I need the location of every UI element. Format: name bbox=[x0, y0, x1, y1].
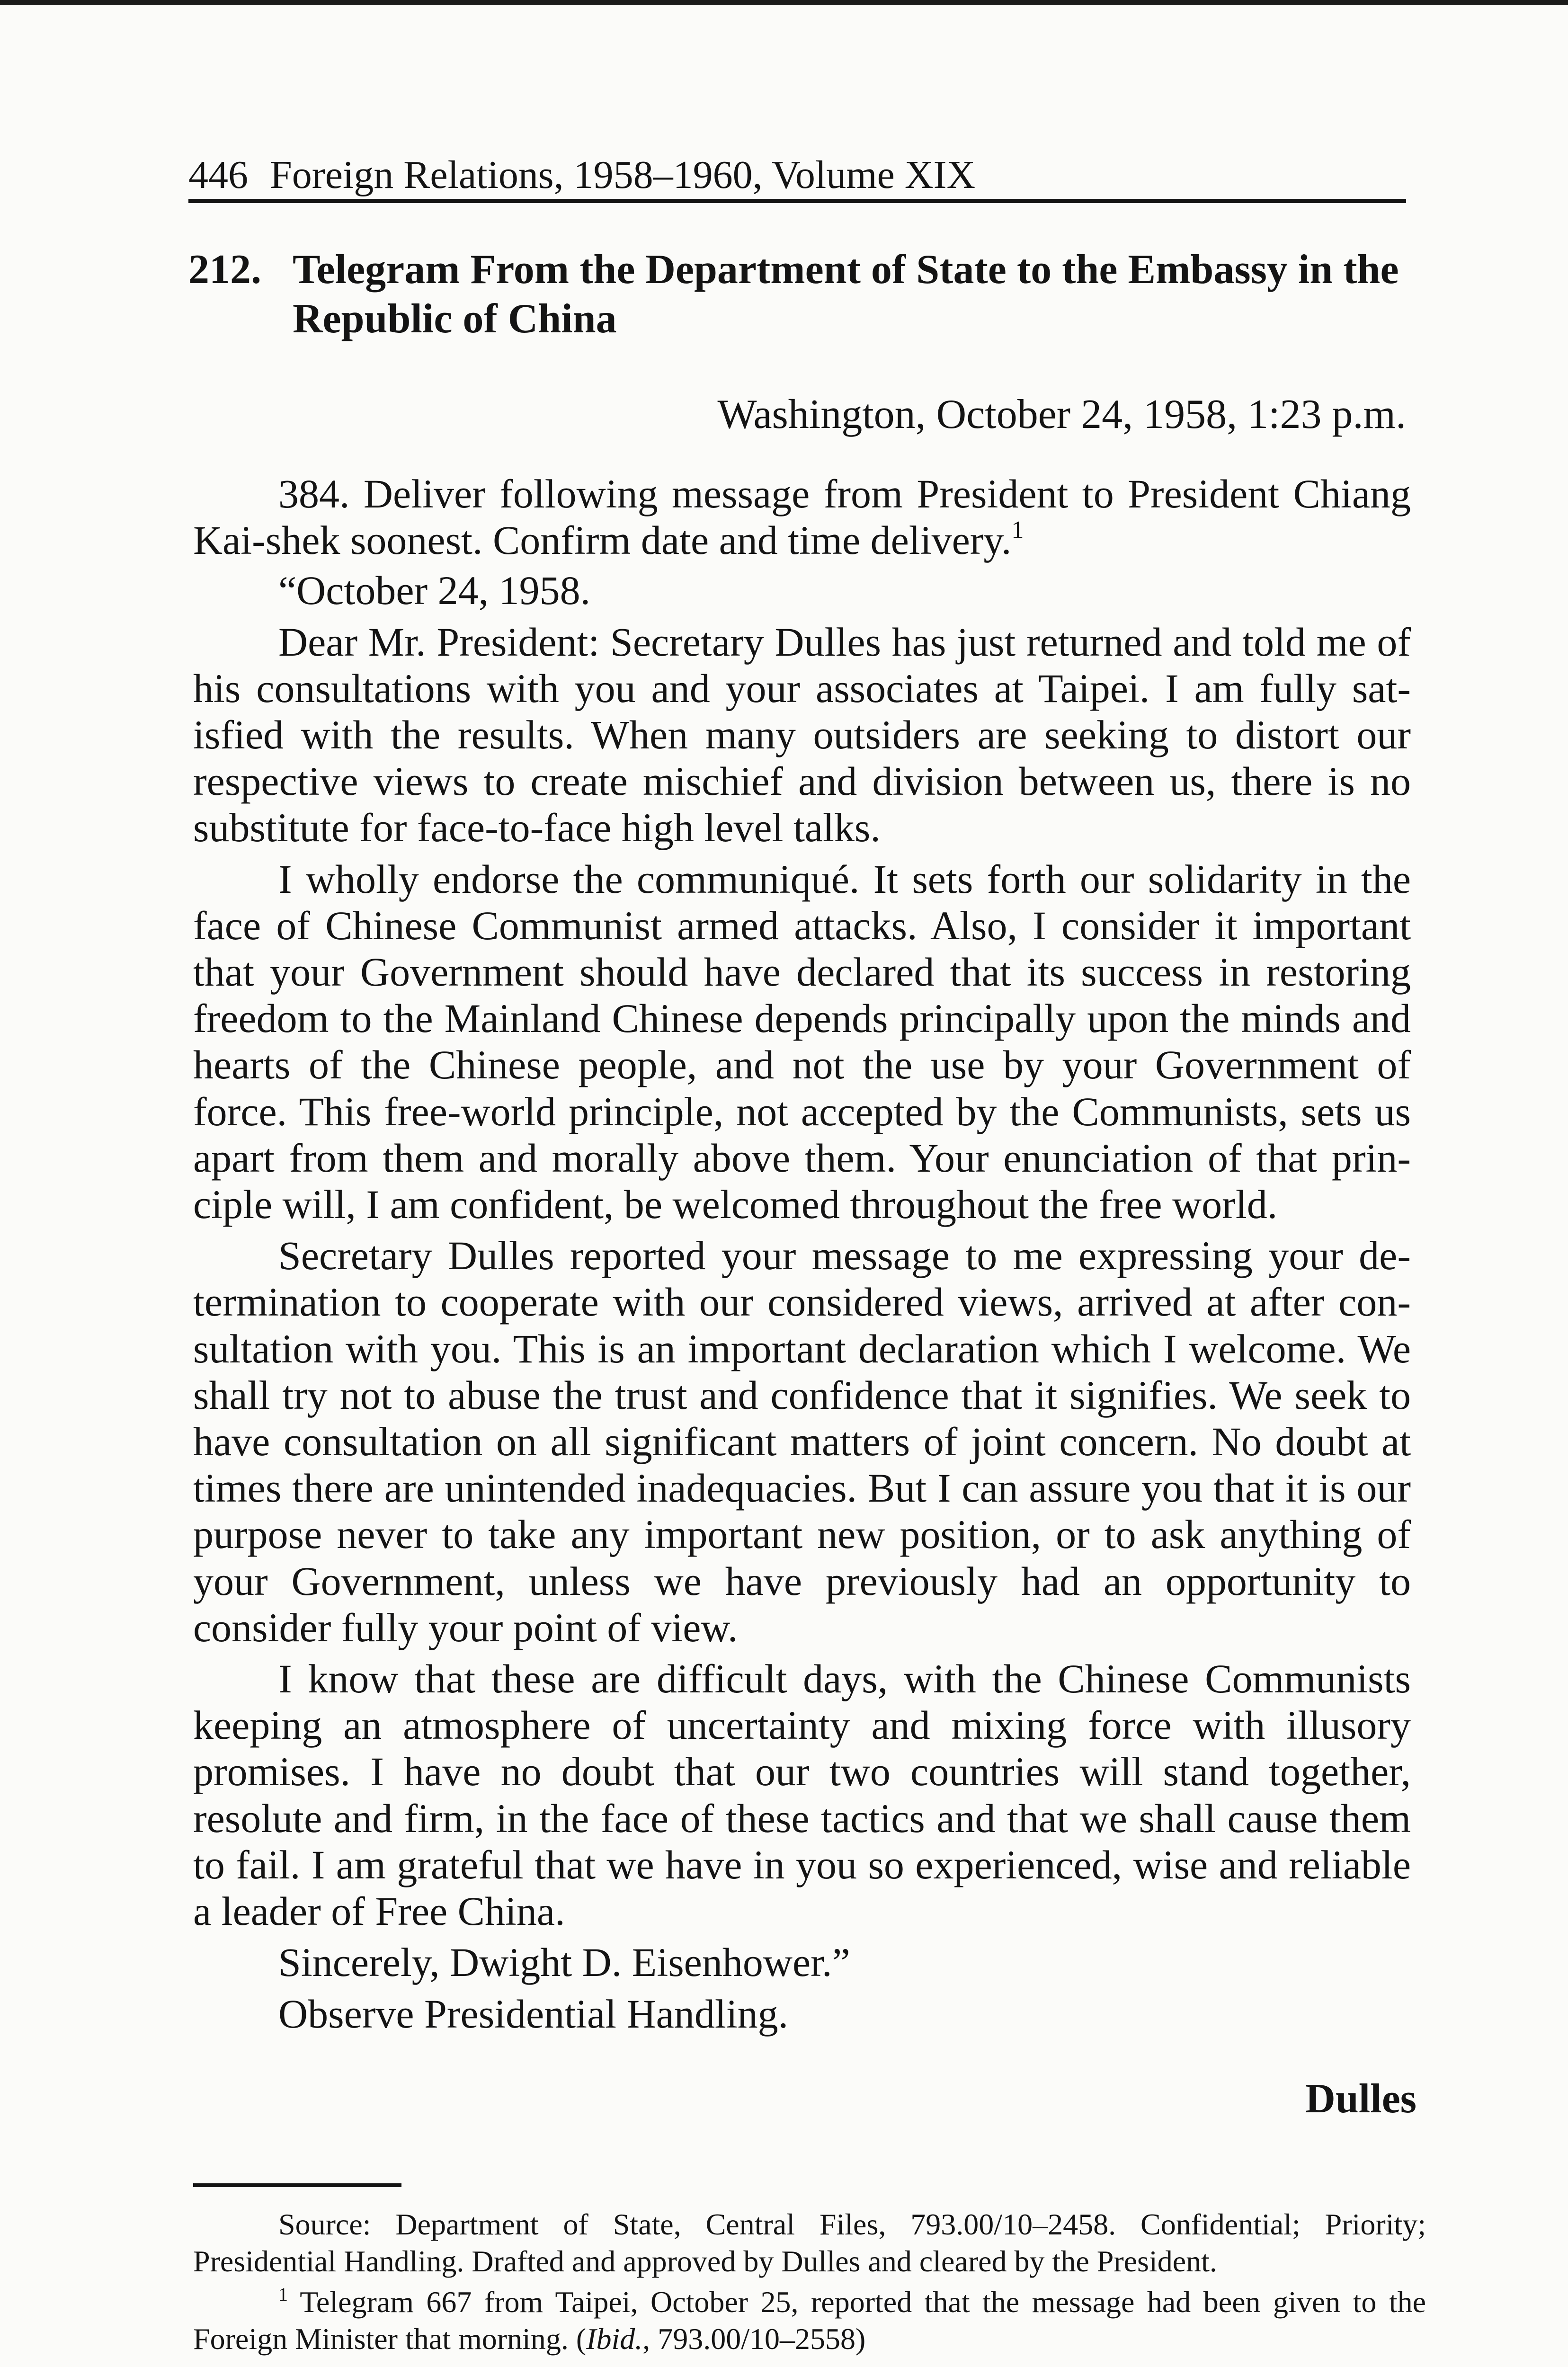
body-paragraph-2: “October 24, 1958. bbox=[278, 568, 591, 614]
publication-title: Foreign Relations, 1958–1960, Volume XIX bbox=[270, 153, 976, 197]
footnote-1 bbox=[193, 2284, 1426, 2358]
dateline: Washington, October 24, 1958, 1:23 p.m. bbox=[717, 392, 1406, 437]
body-paragraph-3: Dear Mr. President: Secretary Dulles has just returned and told me of his consultations with you and your associates at Taipei. I am fully satisfied with the results. When many outsiders are seeking to distort our respective views to create mischief and division between us, there is no substitute for face-to-face high level talks. bbox=[193, 619, 1411, 851]
body-paragraph-6: I know that these are difficult days, with the Chinese Communists keeping an atmosphere of uncertainty and mixing force with illusory promises. I have no doubt that our two countries will stand together, resolute and firm, in the face of these tactics and that we shall cause them to fail. I am grateful that we have in you so experienced, wise and reliable a leader of Free China. bbox=[193, 1656, 1411, 1934]
footnotes bbox=[193, 2206, 1426, 2358]
footnote-ref-1: 1 bbox=[1011, 516, 1024, 544]
footnote-1-text-b: , 793.00/10–2558) bbox=[642, 2322, 866, 2356]
body-paragraph-5: Secretary Dulles reported your message to me expressing your determination to cooperate with our considered views, arrived at after consultation with you. This is an important declaration which I welcome. We shall try not to abuse the trust and confidence that it signifies. We seek to have consultation on all significant matters of joint concern. No doubt at times there are unintended inadequacies. But I can assure you that it is our purpose never to take any important new position, or to ask anything of your Government, unless we have previously had an opportunity to consider fully your point of view. bbox=[193, 1233, 1411, 1650]
footnote-1-ibid: Ibid. bbox=[586, 2322, 643, 2356]
page-number: 446 bbox=[188, 153, 248, 197]
body-paragraph-1-text: 384. Deliver following message from President to President Chiang Kai-shek soonest. Confirm date and time delivery. bbox=[193, 471, 1411, 563]
footnote-1-text-a: Telegram 667 from Taipei, October 25, reported that the message had been given to the Foreign Minister that morning. ( bbox=[193, 2285, 1426, 2356]
source-note: Source: Department of State, Central Files, 793.00/10–2458. Confidential; Priority; Presidential Handling. Drafted and approved by Dulles and cleared by the President. bbox=[193, 2207, 1426, 2278]
header-rule bbox=[188, 199, 1406, 203]
document-number: 212. bbox=[188, 247, 261, 293]
document-title: Telegram From the Department of State to the Embassy in the Republic of China bbox=[293, 247, 1399, 342]
footnote-1-marker: 1 bbox=[278, 2284, 288, 2305]
body-paragraph-4: I wholly endorse the communiqué. It sets forth our solidarity in the face of Chinese Communist armed attacks. Also, I consider it important that your Government should have declared that its success in restoring freedom to the Mainland Chinese depends principally upon the minds and hearts of the Chinese people, and not the use by your Government of force. This free-world principle, not accepted by the Communists, sets us apart from them and morally above them. Your enunciation of that principle will, I am confident, be welcomed throughout the free world. bbox=[193, 856, 1411, 1228]
closing-line: Sincerely, Dwight D. Eisenhower.” bbox=[278, 1940, 850, 1985]
page-top-edge bbox=[0, 0, 1568, 5]
footnote-rule bbox=[193, 2183, 401, 2187]
telegram-body bbox=[193, 471, 1411, 2037]
body-paragraph-1 bbox=[193, 471, 1411, 563]
handling-instruction: Observe Presidential Handling. bbox=[278, 1991, 789, 2037]
running-head bbox=[188, 151, 975, 199]
signature: Dulles bbox=[1305, 2076, 1417, 2122]
